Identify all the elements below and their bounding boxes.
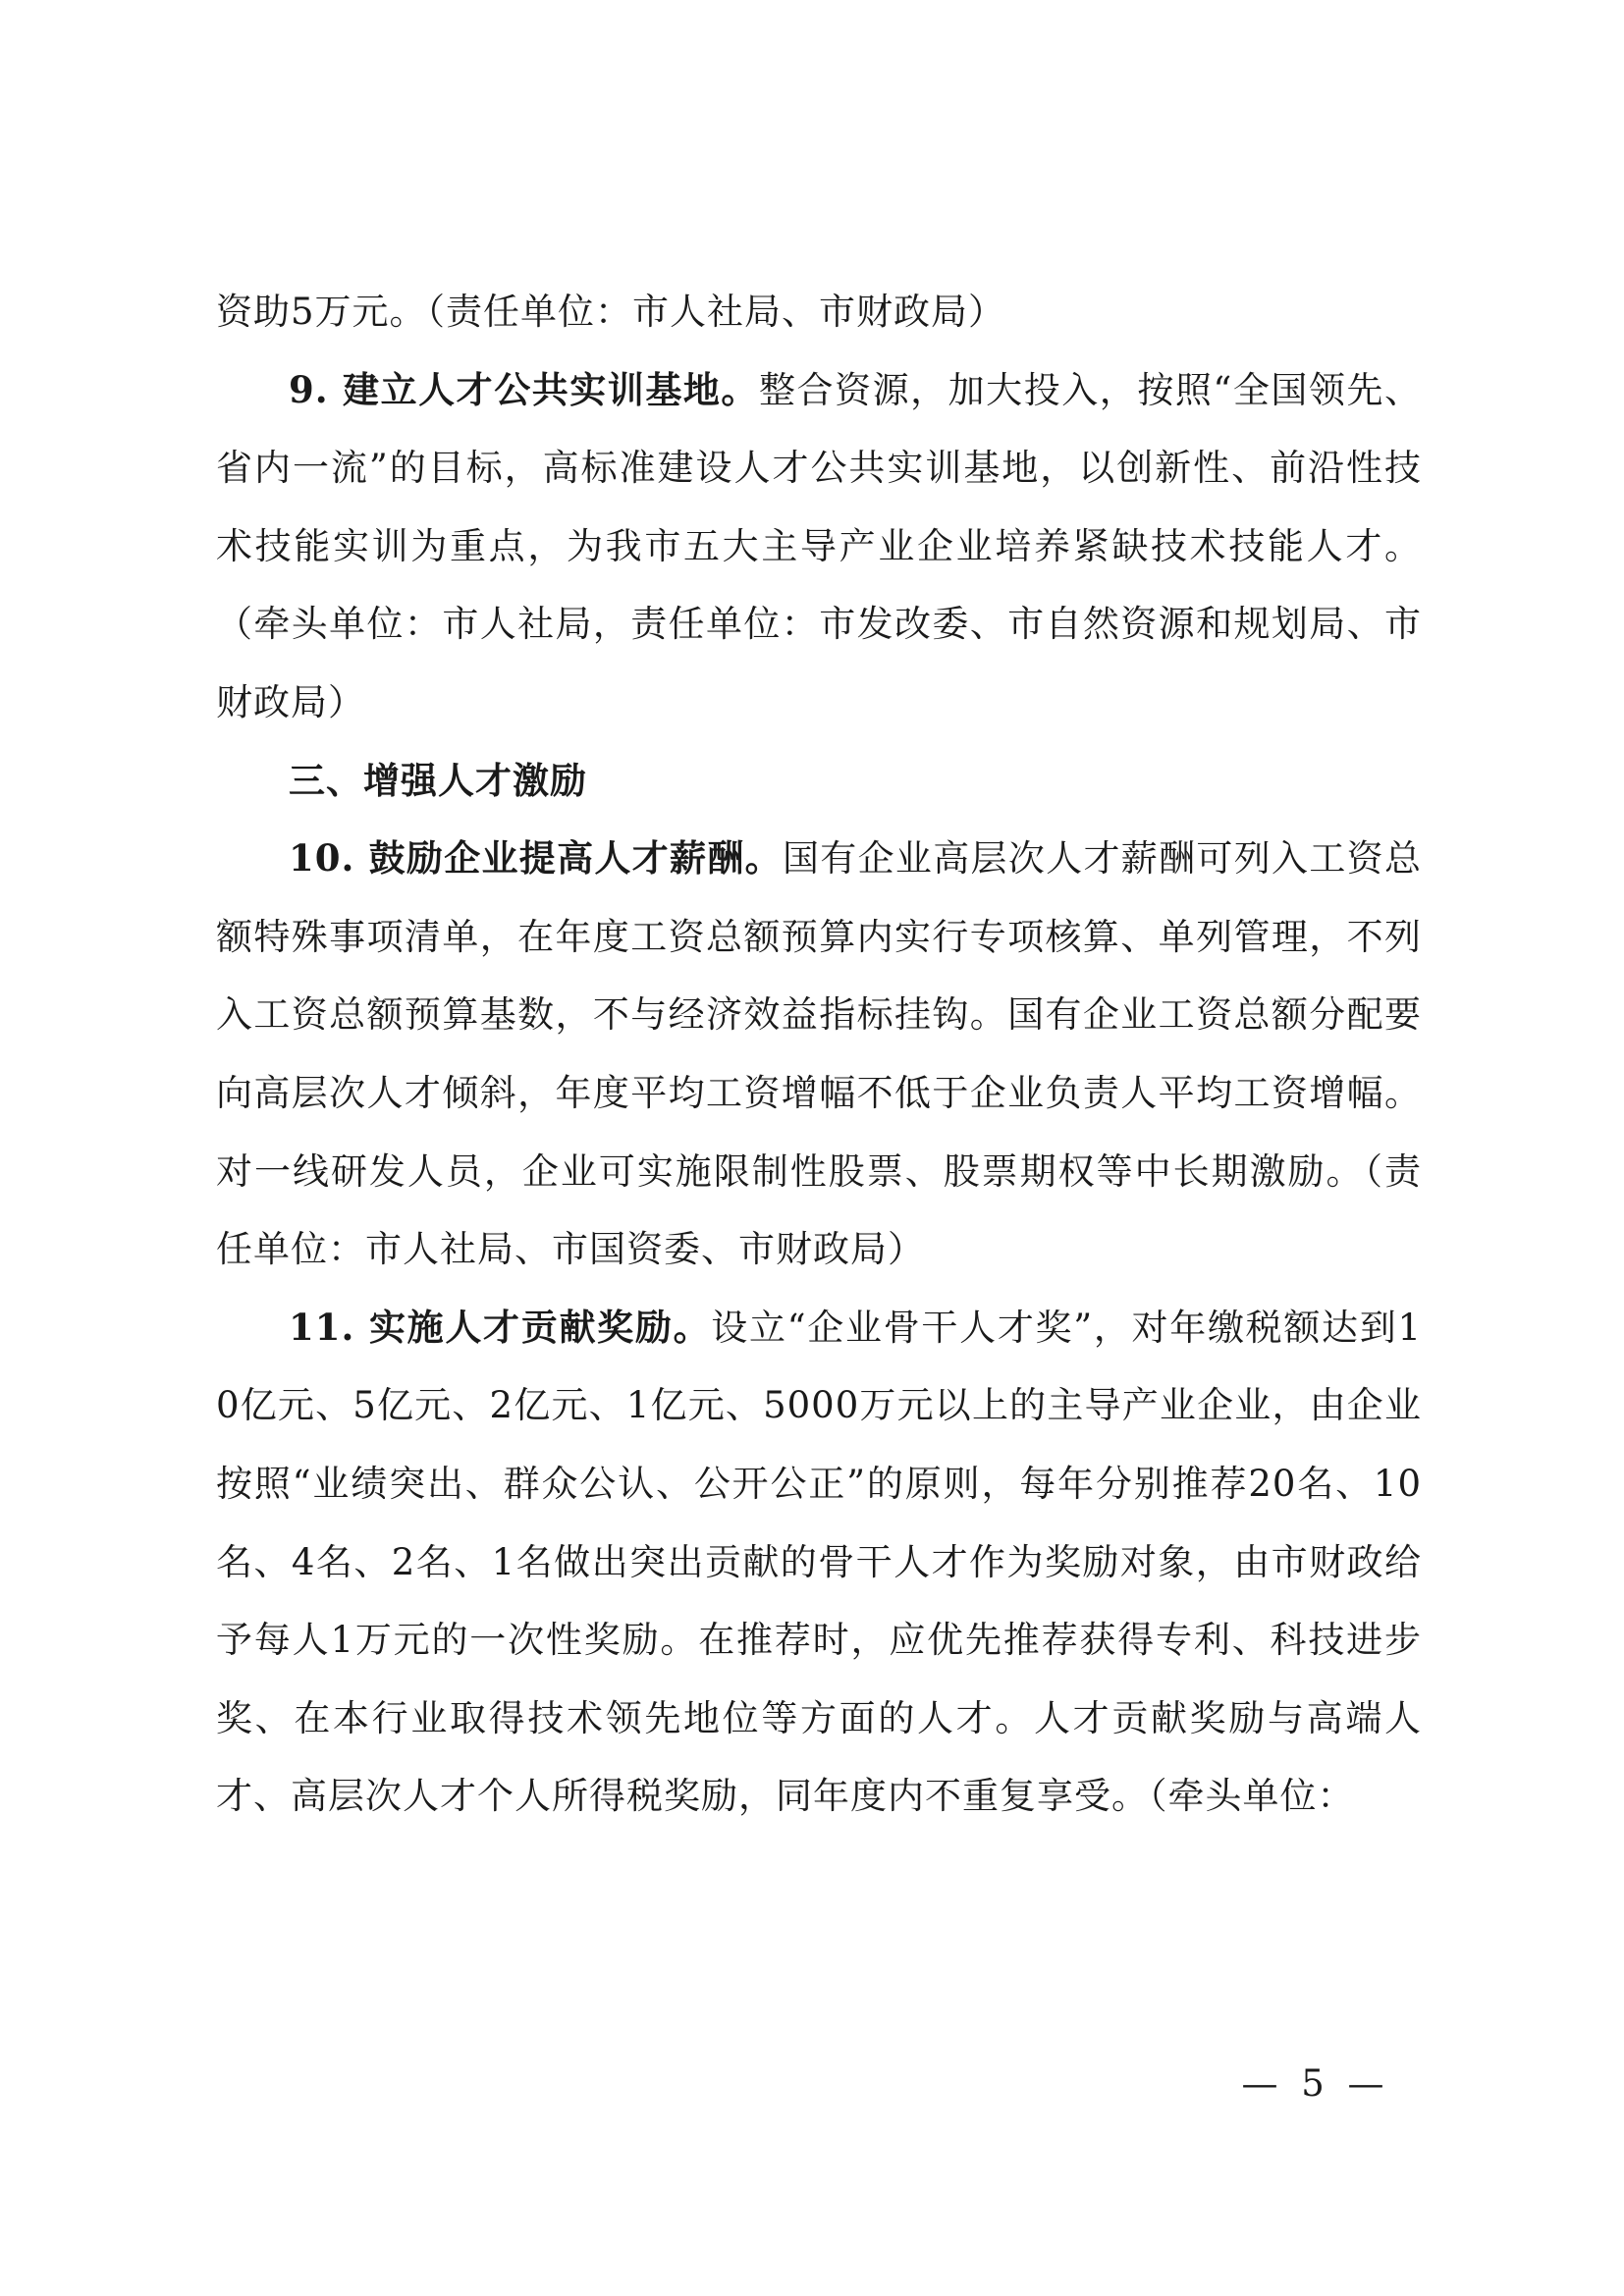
section-heading-3: 三、增强人才激励 (289, 759, 587, 802)
paragraph-continued (216, 273, 1422, 351)
item-10-title: 10. 鼓励企业提高人才薪酬。 (289, 836, 783, 881)
item-10-paragraph (216, 820, 1422, 1289)
paragraph-text: 资助5万元。（责任单位：市人社局、市财政局） (216, 291, 1006, 333)
item-11-body: 设立“企业骨干人才奖”，对年缴税额达到10亿元、5亿元、2亿元、1亿元、5000万元以上的主导产业企业，由企业按照“业绩突出、群众公认、公开公正”的原则，每年分别推荐20名、10名、4名、2名、1名做出突出贡献的骨干人才作为奖励对象，由市财政给予每人1万元的一次性奖励。在推荐时，应优先推荐获得专利、科技进步奖、在本行业取得技术领先地位等方面的人才。人才贡献奖励与高端人才、高层次人才个人所得税奖励，同年度内不重复享受。（牵头单位： (216, 1306, 1422, 1818)
document-body (216, 273, 1422, 1836)
item-11-title: 11. 实施人才贡献奖励。 (289, 1305, 712, 1349)
item-9-paragraph (216, 351, 1422, 742)
item-11-paragraph (216, 1289, 1422, 1836)
item-10-body: 国有企业高层次人才薪酬可列入工资总额特殊事项清单，在年度工资总额预算内实行专项核算、单列管理，不列入工资总额预算基数，不与经济效益指标挂钩。国有企业工资总额分配要向高层次人才倾斜，年度平均工资增幅不低于企业负责人平均工资增幅。对一线研发人员，企业可实施限制性股票、股票期权等中长期激励。（责任单位：市人社局、市国资委、市财政局） (216, 837, 1422, 1271)
item-9-title: 9. 建立人才公共实训基地。 (289, 367, 759, 411)
item-9-body: 整合资源，加大投入，按照“全国领先、省内一流”的目标，高标准建设人才公共实训基地，以创新性、前沿性技术技能实训为重点，为我市五大主导产业企业培养紧缺技术技能人才。（牵头单位：市人社局，责任单位：市发改委、市自然资源和规划局、市财政局） (216, 368, 1422, 723)
page-number: — 5 — (1241, 2062, 1390, 2105)
